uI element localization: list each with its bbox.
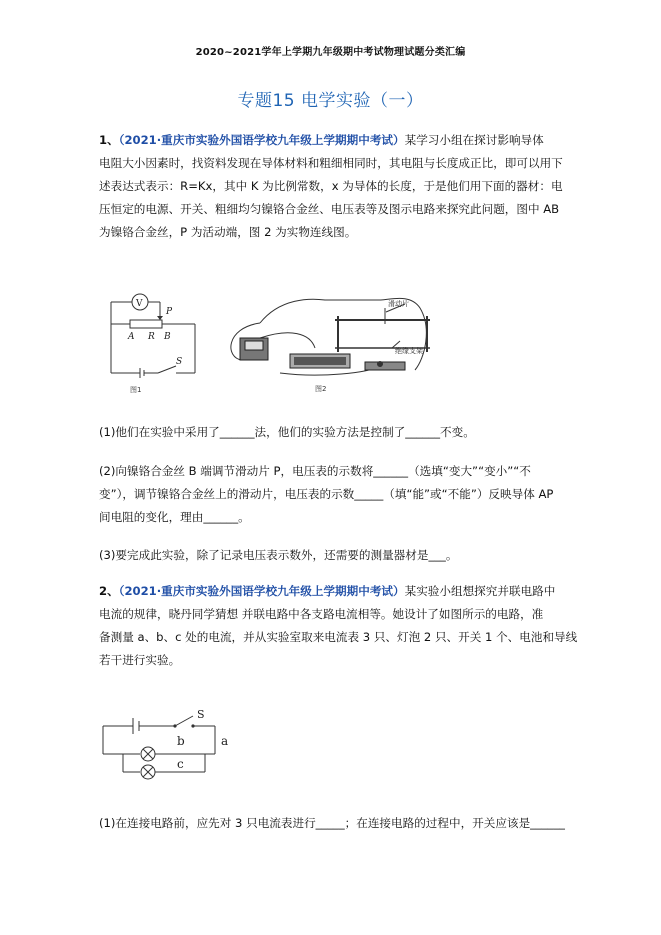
- q2-number: 2、: [99, 584, 119, 598]
- s-label: S: [176, 357, 183, 367]
- q1-line-1: [99, 129, 579, 152]
- figure-2-caption: 图2: [315, 385, 327, 393]
- q2-text-1: 某实验小组想探究并联电路中: [404, 584, 556, 598]
- q2-intro: [99, 580, 579, 672]
- q1-line-4: 压恒定的电源、开关、粗细均匀镍铬合金丝、电压表等及图示电路来探究此问题，图中 AB: [99, 202, 560, 216]
- q1-sub2-line-1: (2)向镍铬合金丝 B 端调节滑动片 P，电压表的示数将______（选填“变大”“变小”“不: [99, 464, 531, 478]
- q1-line-3: 述表达式表示：R=Kx，其中 K 为比例常数，x 为导体的长度，于是他们用下面的器材：电: [99, 179, 563, 193]
- q1-sub2-line-3: 间电阻的变化，理由______。: [99, 510, 250, 524]
- page-header: 2020~2021学年上学期九年级期中考试物理试题分类汇编: [195, 47, 466, 58]
- q1-text-1: 某学习小组在探讨影响导体: [404, 133, 544, 147]
- b-point-label: b: [177, 734, 185, 748]
- figure-parallel-circuit: [95, 708, 245, 788]
- s-label-2: S: [197, 708, 205, 721]
- q1-sub2-line-2: 变”），调节镍铬合金丝上的滑动片，电压表的示数_____（填“能”或“不能”）反映导体 AP: [99, 487, 554, 501]
- q1-line-5: 为镍铬合金丝，P 为活动端，图 2 为实物连线图。: [99, 225, 357, 239]
- q2-sub1: (1)在连接电路前，应先对 3 只电流表进行_____；在连接电路的过程中，开关应该是______: [99, 816, 565, 830]
- stand-label: 绝缘支架: [395, 347, 423, 355]
- slider-label: 滑动片: [388, 300, 409, 308]
- q2-line-2: 电流的规律，晓丹同学猜想 并联电路中各支路电流相等。她设计了如图所示的电路，准: [99, 607, 544, 621]
- switch-device: [365, 362, 405, 370]
- q2-line-3: 备测量 a、b、c 处的电流，并从实验室取来电流表 3 只、灯泡 2 只、开关 1 个、电池和导线: [99, 630, 578, 644]
- q1-sub3: (3)要完成此实验，除了记录电压表示数外，还需要的测量器材是___。: [99, 548, 458, 562]
- figure-1-circuit: [100, 288, 210, 396]
- resistor-ab: [130, 320, 162, 328]
- q2-source: （2021·重庆市实验外国语学校九年级上学期期中考试）: [118, 584, 405, 598]
- p-label: P: [166, 307, 173, 317]
- q1-line-2: 电阻大小因素时，找资料发现在导体材料和粗细相同时，其电阻与长度成正比，即可以用下: [99, 156, 563, 170]
- q2-line-4: 若干进行实验。: [99, 653, 181, 667]
- q1-sub2: [99, 460, 579, 529]
- q1-source: （2021·重庆市实验外国语学校九年级上学期期中考试）: [118, 133, 405, 147]
- switch-s: [158, 366, 176, 373]
- q2-line-1: [99, 580, 579, 603]
- a-point-label: a: [221, 734, 229, 748]
- q1-sub1: (1)他们在实验中采用了______法，他们的实验方法是控制了______不变。: [99, 425, 475, 439]
- v-label: V: [136, 299, 143, 309]
- a-label: A: [128, 332, 135, 342]
- q1-number: 1、: [99, 133, 119, 147]
- c-point-label: c: [177, 757, 184, 771]
- doc-title: 专题15 电学实验（一）: [237, 91, 424, 111]
- figure-2-setup: [220, 278, 445, 398]
- r-label: R: [148, 332, 155, 342]
- q1-intro: [99, 129, 579, 244]
- b-label: B: [164, 332, 171, 342]
- figure-1-caption: 图1: [130, 386, 142, 394]
- switch-symbol: [175, 716, 193, 726]
